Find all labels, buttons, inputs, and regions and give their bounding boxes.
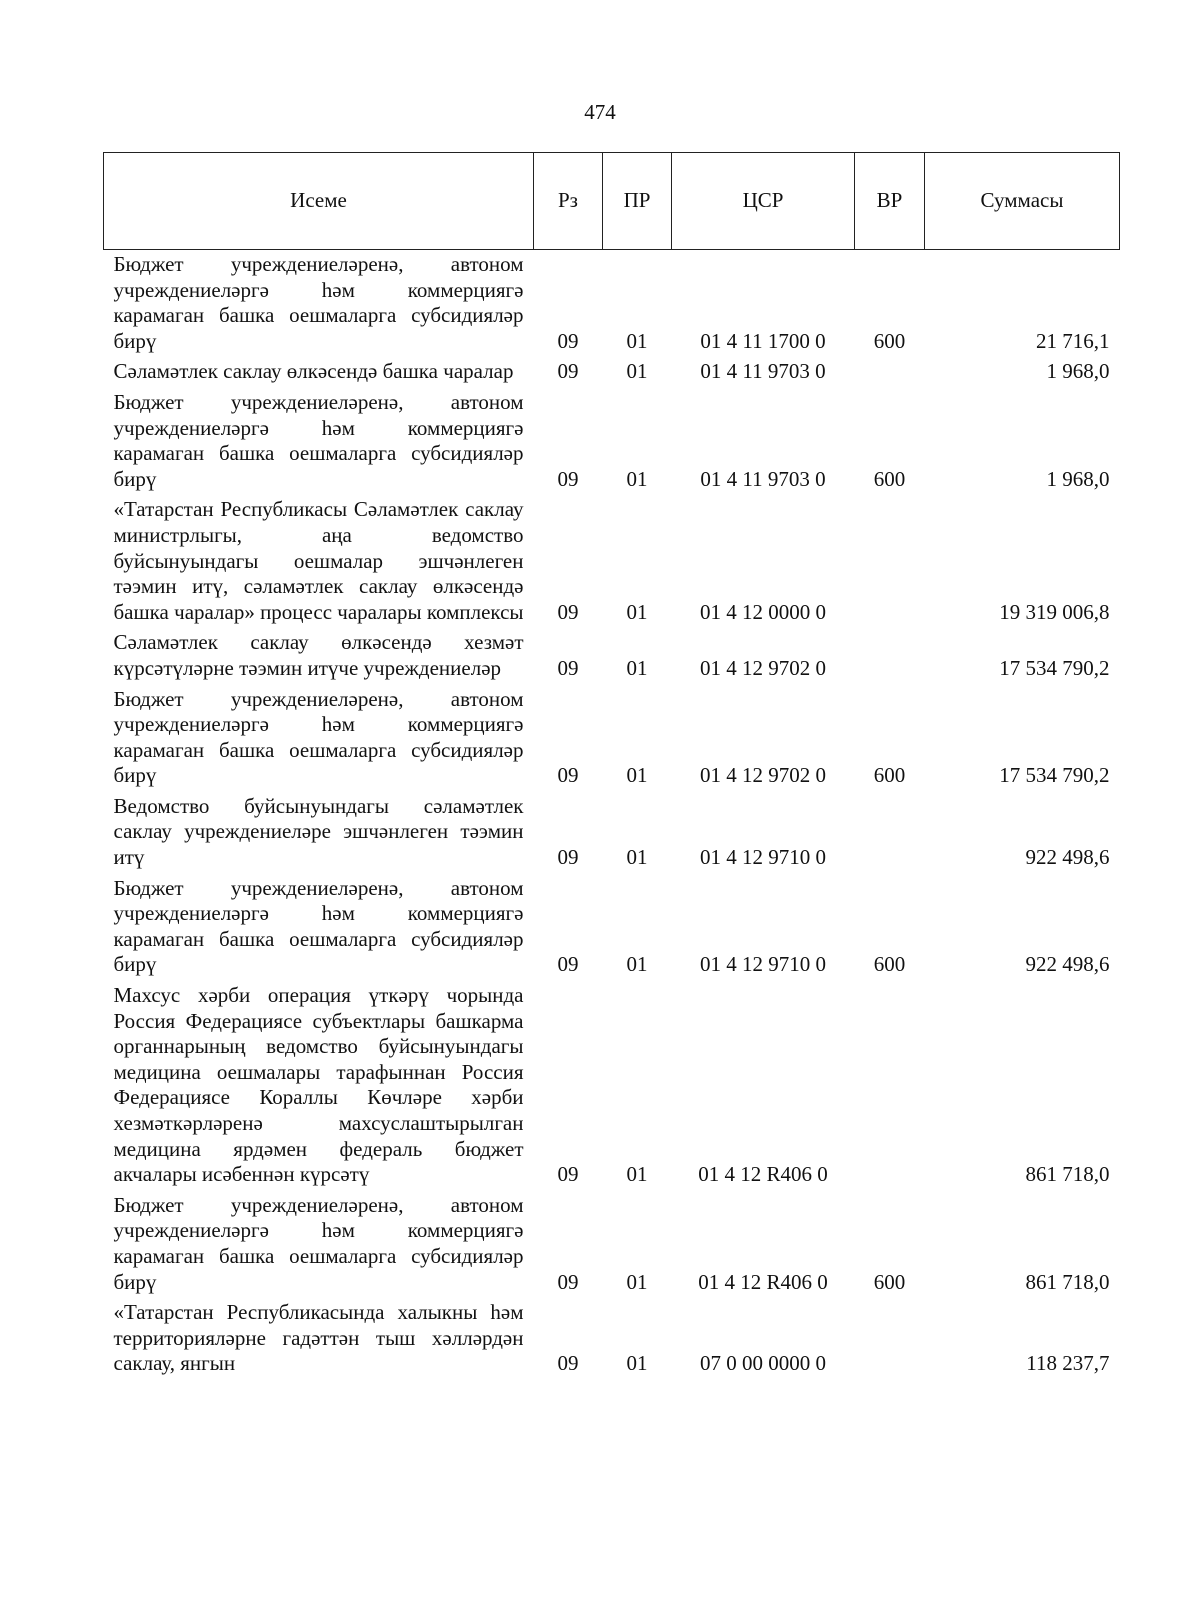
row-rz: 09 — [557, 599, 579, 624]
row-name: Бюджет учреждениеләренә, автоном учреждениеләргә һәм коммерциягә карамаган башка оешмаларга субсидияләр бирү — [113, 875, 524, 977]
row-vr — [855, 630, 925, 686]
page-number: 474 — [584, 100, 616, 124]
row-sum: 1 968,0 — [1046, 359, 1110, 384]
row-csr: 01 4 12 9702 0 — [700, 655, 826, 680]
row-sum: 1 968,0 — [1046, 466, 1110, 491]
table-row — [104, 876, 1120, 983]
row-rz: 09 — [557, 655, 579, 680]
row-pr: 01 — [626, 763, 648, 788]
header-rz: Рз — [534, 153, 603, 250]
budget-table — [103, 152, 1120, 1382]
row-csr: 01 4 11 9703 0 — [700, 359, 826, 384]
header-vr: ВР — [855, 153, 925, 250]
row-pr: 01 — [626, 1162, 648, 1187]
row-vr: 600 — [873, 763, 906, 788]
header-row — [104, 153, 1120, 250]
row-rz: 09 — [557, 763, 579, 788]
row-sum: 922 498,6 — [1025, 845, 1110, 870]
row-csr: 01 4 11 9703 0 — [700, 466, 826, 491]
row-vr — [855, 1300, 925, 1382]
row-rz: 09 — [557, 845, 579, 870]
row-vr — [855, 983, 925, 1193]
row-rz: 09 — [557, 328, 579, 353]
row-sum: 17 534 790,2 — [999, 763, 1110, 788]
row-name: «Татарстан Республикасында халыкны һәм территорияләрне гадәттән тыш хәлләрдән саклау, янгын — [113, 1300, 524, 1376]
row-csr: 01 4 11 1700 0 — [700, 328, 826, 353]
row-vr: 600 — [873, 328, 906, 353]
row-rz: 09 — [557, 952, 579, 977]
row-sum: 861 718,0 — [1025, 1269, 1110, 1294]
table-row — [104, 1193, 1120, 1300]
row-sum: 21 716,1 — [1036, 328, 1110, 353]
row-sum: 922 498,6 — [1025, 952, 1110, 977]
row-pr: 01 — [626, 1269, 648, 1294]
row-rz: 09 — [557, 1162, 579, 1187]
row-name: Ведомство буйсынуындагы сәламәтлек саклау учреждениеләре эшчәнлеген тәэмин итү — [113, 793, 524, 870]
table-row — [104, 1300, 1120, 1382]
row-csr: 01 4 12 0000 0 — [700, 599, 826, 624]
table-row — [104, 497, 1120, 630]
row-csr: 01 4 12 9710 0 — [700, 845, 826, 870]
row-name: «Татарстан Республикасы Сәламәтлек саклау министрлыгы, аңа ведомство буйсынуындагы оешмалар эшчәнлеген тәэмин итү, сәламәтлек саклау өлкәсендә башка чаралар» процесс чаралары комплексы — [113, 497, 524, 624]
table-row — [104, 983, 1120, 1193]
header-csr: ЦСР — [672, 153, 855, 250]
row-name: Сәламәтлек саклау өлкәсендә хезмәт күрсәтүләрне тәэмин итүче учреждениеләр — [113, 630, 524, 680]
row-csr: 07 0 00 0000 0 — [700, 1351, 826, 1376]
row-name: Бюджет учреждениеләренә, автоном учреждениеләргә һәм коммерциягә карамаган башка оешмаларга субсидияләр бирү — [113, 252, 524, 353]
row-name: Сәламәтлек саклау өлкәсендә башка чаралар — [113, 359, 514, 384]
row-sum: 861 718,0 — [1025, 1162, 1110, 1187]
row-pr: 01 — [626, 359, 648, 384]
table-row — [104, 390, 1120, 497]
table-row — [104, 250, 1120, 360]
row-sum: 19 319 006,8 — [999, 599, 1110, 624]
row-sum: 118 237,7 — [1026, 1351, 1110, 1376]
row-rz: 09 — [557, 359, 579, 384]
row-name: Бюджет учреждениеләренә, автоном учреждениеләргә һәм коммерциягә карамаган башка оешмаларга субсидияләр бирү — [113, 1192, 524, 1294]
row-name: Бюджет учреждениеләренә, автоном учреждениеләргә һәм коммерциягә карамаган башка оешмаларга субсидияләр бирү — [113, 686, 524, 788]
row-vr: 600 — [873, 1269, 906, 1294]
row-pr: 01 — [626, 328, 648, 353]
row-csr: 01 4 12 9710 0 — [700, 952, 826, 977]
row-pr: 01 — [626, 655, 648, 680]
row-csr: 01 4 12 R406 0 — [698, 1162, 828, 1187]
row-name: Бюджет учреждениеләренә, автоном учреждениеләргә һәм коммерциягә карамаган башка оешмаларга субсидияләр бирү — [113, 389, 524, 491]
row-csr: 01 4 12 R406 0 — [698, 1269, 828, 1294]
row-vr — [855, 497, 925, 630]
row-sum: 17 534 790,2 — [999, 655, 1110, 680]
row-rz: 09 — [557, 1269, 579, 1294]
header-name: Исеме — [104, 153, 534, 250]
row-vr: 600 — [873, 952, 906, 977]
row-csr: 01 4 12 9702 0 — [700, 763, 826, 788]
row-pr: 01 — [626, 466, 648, 491]
row-pr: 01 — [626, 1351, 648, 1376]
row-pr: 01 — [626, 599, 648, 624]
row-pr: 01 — [626, 845, 648, 870]
row-pr: 01 — [626, 952, 648, 977]
row-name: Махсус хәрби операция үткәрү чорында Россия Федерациясе субъектлары башкарма органнарының ведомство буйсынуындагы медицина оешмалары тарафыннан Россия Федерациясе Кораллы Көчләре хәрби хезмәткәрләренә махсуслаштырылган медицина ярдәмен федераль бюджет акчалары исәбеннән күрсәтү — [113, 983, 524, 1187]
table-row — [104, 359, 1120, 390]
header-sum: Суммасы — [925, 153, 1120, 250]
table-header — [104, 153, 1120, 250]
table-row — [104, 630, 1120, 686]
row-rz: 09 — [557, 466, 579, 491]
row-vr — [855, 794, 925, 876]
row-vr: 600 — [873, 466, 906, 491]
table-body — [104, 250, 1120, 1382]
header-pr: ПР — [603, 153, 672, 250]
table-row — [104, 794, 1120, 876]
row-rz: 09 — [557, 1351, 579, 1376]
row-vr — [855, 359, 925, 390]
budget-table-wrapper — [103, 152, 1119, 1382]
table-row — [104, 687, 1120, 794]
